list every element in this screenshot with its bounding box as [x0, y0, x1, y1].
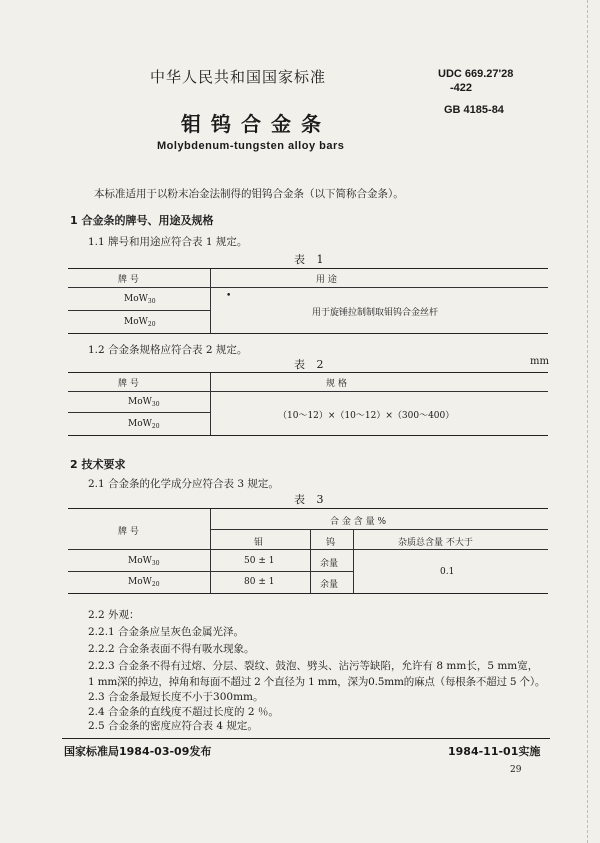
table-2-row-1-grade: MoW$_{30}$: [128, 397, 160, 408]
page-number: 29: [510, 765, 522, 775]
section-2-5-text: 2.5 合金条的密度应符合表 4 规定。: [88, 720, 258, 732]
table-1-header-usage: 用 途: [316, 275, 337, 285]
table-1-header-grade: 牌 号: [118, 275, 139, 285]
table-3: [68, 508, 548, 594]
section-2-3-text: 2.3 合金条最短长度不小于300mm。: [88, 691, 264, 703]
document-title: 钼钨合金条: [181, 112, 331, 136]
table-2-header-grade: 牌 号: [118, 379, 139, 389]
effective-date: 1984-11-01实施: [448, 745, 541, 758]
table-3-row-2-grade: MoW$_{20}$: [128, 577, 160, 588]
section-2-2-text: 2.2 外观：: [88, 609, 140, 621]
table-2-spec: （10～12）×（10～12）×（300～400）: [278, 411, 455, 421]
table-3-row-2-w: 余量: [320, 580, 339, 590]
section-2-1-text: 2.1 合金条的化学成分应符合表 3 规定。: [88, 478, 279, 490]
gb-number: GB 4185-84: [444, 104, 504, 116]
table-2-header-spec: 规 格: [326, 379, 347, 389]
table-2-row-2-grade: MoW$_{20}$: [128, 419, 160, 430]
table-2-unit: mm: [530, 356, 549, 367]
section-2-2-2-text: 2.2.2 合金条表面不得有吸水现象。: [88, 643, 255, 655]
table-3-header-impurity: 杂质总含量 不大于: [398, 538, 473, 548]
table-3-impurity: 0.1: [440, 567, 455, 577]
table-3-header-w: 钨: [326, 538, 336, 548]
section-1-1-text: 1.1 牌号和用途应符合表 1 规定。: [88, 236, 248, 248]
section-2-4-text: 2.4 合金条的直线度不超过长度的 2 ％。: [88, 706, 279, 718]
table-3-row-1-w: 余量: [320, 559, 339, 569]
table-3-row-1-mo: 50 ± 1: [244, 556, 275, 566]
standard-title: 中华人民共和国国家标准: [150, 68, 327, 86]
table-1: [68, 268, 548, 334]
section-2-heading: 2 技术要求: [70, 458, 126, 471]
scan-edge: [587, 0, 600, 843]
table-3-header-content: 合 金 含 量 %: [330, 517, 386, 527]
table-3-caption: 表 3: [294, 493, 328, 506]
udc-number: [438, 67, 513, 95]
intro-paragraph: 本标准适用于以粉末冶金法制得的钼钨合金条（以下简称合金条）。: [94, 188, 404, 200]
table-2: [68, 372, 548, 436]
table-1-usage: 用于旋锤拉制制取钼钨合金丝杆: [312, 308, 439, 318]
footer-rule: [62, 738, 550, 739]
table-3-header-mo: 钼: [254, 538, 264, 548]
table-3-row-2-mo: 80 ± 1: [244, 577, 275, 587]
table-1-row-2-grade: MoW$_{20}$: [124, 317, 156, 328]
table-1-caption: 表 1: [294, 253, 328, 266]
issued-date: 国家标准局1984-03-09发布: [64, 745, 212, 758]
english-title: Molybdenum-tungsten alloy bars: [157, 140, 345, 152]
section-2-2-3-text: 2.2.3 合金条不得有过熔、分层、裂纹、鼓泡、劈头、沾污等缺陷，允许有 8 mm长，5 mm宽，: [88, 660, 539, 672]
table-1-row-1-grade: MoW$_{30}$: [124, 294, 156, 305]
table-2-caption: 表 2: [294, 358, 328, 371]
section-2-2-3-text-cont: 1 mm深的掉边，掉角和每面不超过 2 个直径为 1 mm，深为0.5mm的麻点（每根条不超过 5 个）。: [88, 676, 546, 688]
udc-line-1: UDC 669.27'28: [438, 68, 514, 80]
section-1-heading: 1 合金条的牌号、用途及规格: [70, 214, 214, 227]
table-3-header-grade: 牌 号: [118, 527, 139, 537]
section-1-2-text: 1.2 合金条规格应符合表 2 规定。: [88, 344, 248, 356]
udc-line-2: -422: [450, 82, 473, 94]
section-2-2-1-text: 2.2.1 合金条应呈灰色金属光泽。: [88, 626, 245, 638]
table-1-mark: •: [226, 291, 232, 301]
table-3-row-1-grade: MoW$_{30}$: [128, 556, 160, 567]
